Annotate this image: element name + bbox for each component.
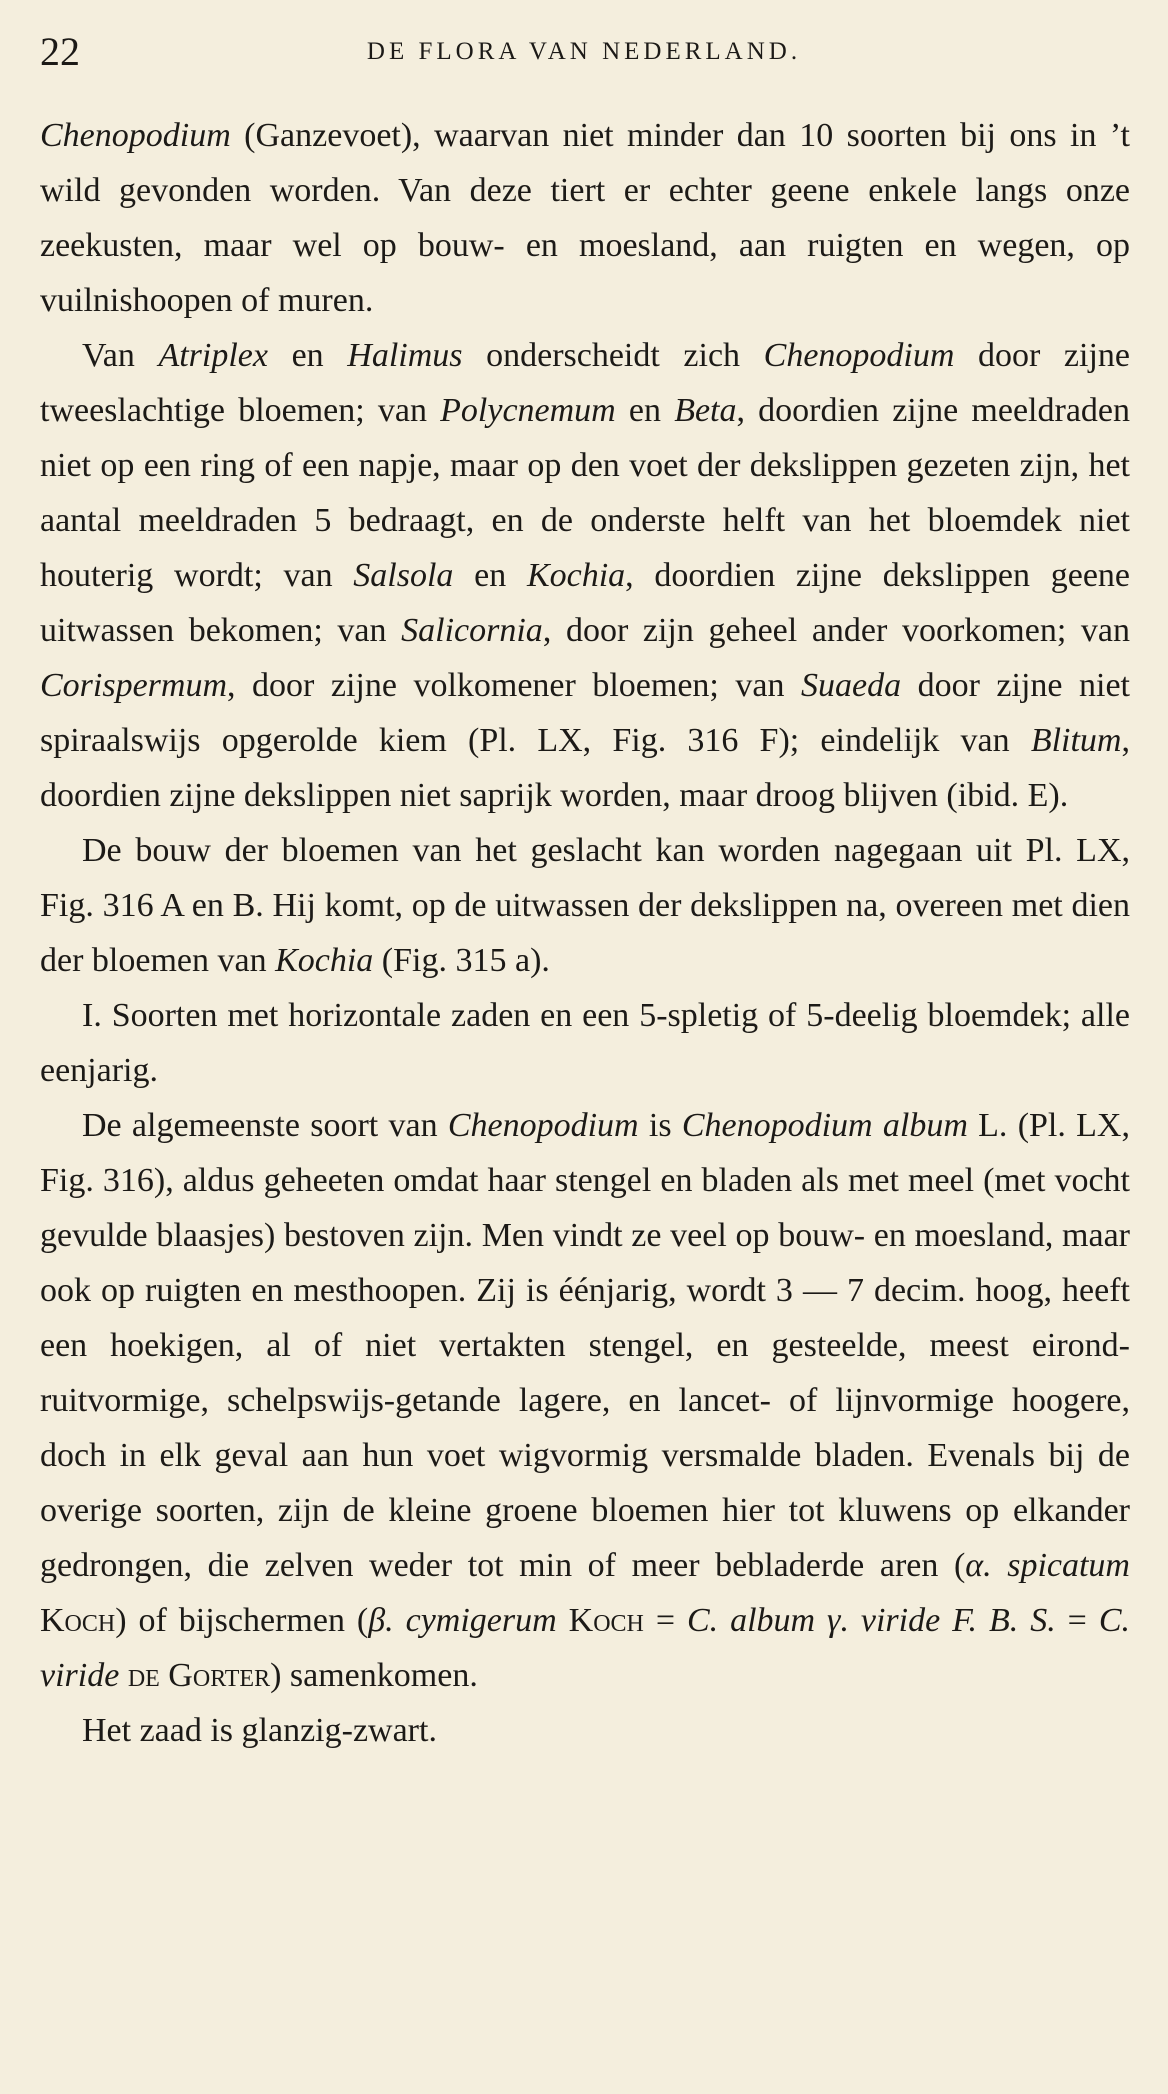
text-run: I. Soorten met horizontale zaden en een 5-spletig of 5-deelig bloemdek; alle eenjarig.: [40, 997, 1130, 1089]
italic-term: Salicornia: [401, 612, 543, 649]
text-run: , doordien zijne meeldraden niet op een ring of een napje, maar op den voet der dekslippen gezeten zijn, het aantal meeldraden 5 bedraagt, en de onderste helft van het bloemdek niet houterig wordt; van: [40, 392, 1131, 594]
text-run: onderscheidt zich: [462, 337, 764, 374]
running-title: DE FLORA VAN NEDERLAND.: [366, 38, 802, 65]
paragraph: [40, 988, 1130, 1098]
text-run: , doordien zijne dekslippen niet saprijk worden, maar droog blijven (ibid. E).: [40, 722, 1130, 814]
page-header: [40, 28, 1128, 78]
italic-term: Kochia: [275, 942, 374, 979]
text-run: Van: [82, 337, 159, 374]
italic-term: Blitum: [1030, 722, 1122, 759]
italic-term: Corispermum: [40, 667, 228, 704]
text-run: is: [638, 1107, 682, 1144]
text-run: en: [615, 392, 675, 429]
text-run: , door zijn geheel ander voorkomen; van: [542, 612, 1130, 649]
italic-term: Beta: [674, 392, 737, 429]
text-run: (Fig. 315 a).: [373, 942, 550, 979]
page-number: 22: [40, 29, 80, 74]
italic-term: C. viride: [40, 1602, 1130, 1694]
italic-term: Polycnemum: [440, 392, 616, 429]
text-run: , door zijne volkomener bloemen; van: [227, 667, 801, 704]
text-run: door zijne niet spiraalswijs opgerolde kiem (Pl. LX, Fig. 316 F); eindelijk van: [40, 667, 1130, 759]
italic-term: Suaeda: [801, 667, 902, 704]
body-text: [40, 108, 1130, 1758]
text-run: door zijne tweeslachtige bloemen; van: [40, 337, 1130, 429]
paragraph: [40, 823, 1130, 988]
italic-term: β. cymigerum: [368, 1602, 557, 1639]
italic-term: Chenopodium: [447, 1107, 639, 1144]
text-run: [119, 1657, 128, 1694]
text-run: De bouw der bloemen van het geslacht kan worden nagegaan uit Pl. LX, Fig. 316 A en B. Hij komt, op de uitwassen der dekslippen na, overeen met dien der bloemen van: [40, 832, 1130, 979]
text-run: (Ganzevoet), waarvan niet minder dan 10 soorten bij ons in ’t wild gevonden worden. Van deze tiert er echter geene enkele langs onze zeekusten, maar wel op bouw- en moesland, aan ruigten en wegen, op vuilnishoopen of muren.: [40, 117, 1130, 319]
text-run: en: [268, 337, 348, 374]
text-run: ) samenkomen.: [270, 1657, 478, 1694]
italic-term: Kochia: [526, 557, 626, 594]
text-run: en: [453, 557, 527, 594]
text-run: Het zaad is glanzig-zwart.: [82, 1712, 437, 1749]
paragraph: [40, 328, 1130, 823]
italic-term: Chenopodium: [763, 337, 955, 374]
paragraph: [40, 108, 1130, 328]
italic-term: Halimus: [347, 337, 463, 374]
italic-term: Atriplex: [158, 337, 268, 374]
italic-term: Chenopodium album: [681, 1107, 968, 1144]
text-run: L. (Pl. LX, Fig. 316), aldus geheeten omdat haar stengel en bladen als met meel (met vocht gevulde blaasjes) bestoven zijn. Men vindt ze veel op bouw- en moesland, maar ook op ruigten en mesthoopen. Zij is éénjarig, wordt 3 — 7 decim. hoog, heeft een hoekigen, al of niet vertakten stengel, en gesteelde, meest eirond-ruitvormige, schelpswijs-getande lagere, en lancet- of lijnvormige hoogere, doch in elk geval aan hun voet wigvormig versmalde bladen. Evenals bij de overige soorten, zijn de kleine groene bloemen hier tot kluwens op elkander gedrongen, die zelven weder tot min of meer bebladerde aren (: [40, 1107, 1130, 1584]
paragraph: [40, 1098, 1130, 1703]
text-run: [557, 1602, 569, 1639]
text-run: =: [643, 1602, 687, 1639]
italic-term: Salsola: [353, 557, 454, 594]
italic-term: α. spicatum: [965, 1547, 1130, 1584]
author-name: de Gorter: [127, 1657, 271, 1694]
italic-term: Chenopodium: [40, 117, 231, 154]
text-run: , doordien zijne dekslippen geene uitwassen bekomen; van: [40, 557, 1131, 649]
paragraph: [40, 1703, 1130, 1758]
text-run: De algemeenste soort van: [82, 1107, 448, 1144]
author-name: Koch: [568, 1602, 644, 1639]
author-name: Koch: [40, 1602, 116, 1639]
text-run: =: [1055, 1602, 1099, 1639]
italic-term: C. album γ. viride F. B. S.: [686, 1602, 1056, 1639]
text-run: ) of bijschermen (: [115, 1602, 369, 1639]
